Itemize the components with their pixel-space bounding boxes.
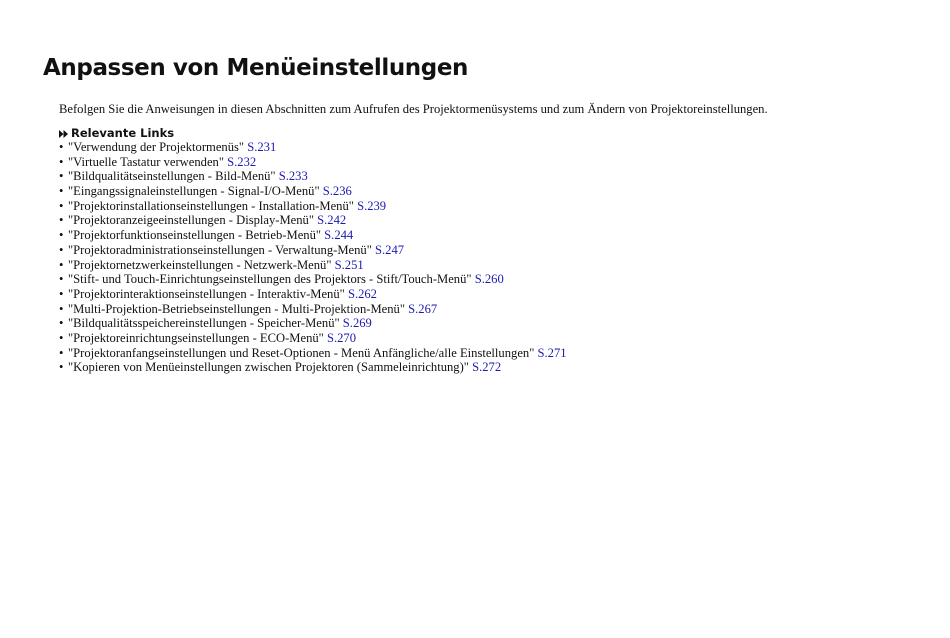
list-item [59, 184, 567, 199]
link-title: "Projektorfunktionseinstellungen - Betrieb-Menü" [68, 228, 322, 243]
page-reference-link[interactable]: S.262 [347, 286, 377, 301]
related-links-header [59, 126, 174, 140]
list-item [59, 140, 567, 155]
list-item [59, 346, 567, 361]
double-chevron-right-icon [59, 128, 69, 138]
list-item [59, 199, 567, 214]
bullet-icon: • [59, 330, 64, 345]
bullet-icon: • [59, 316, 64, 331]
link-title: "Eingangssignaleinstellungen - Signal-I/O-Menü" [68, 184, 320, 199]
bullet-icon: • [59, 228, 64, 243]
link-title: "Projektorinstallationseinstellungen - Installation-Menü" [68, 198, 354, 213]
link-title: "Multi-Projektion-Betriebseinstellungen - Multi-Projektion-Menü" [68, 301, 405, 316]
list-item [59, 243, 567, 258]
bullet-icon: • [59, 345, 64, 360]
list-item [59, 228, 567, 243]
bullet-icon: • [59, 360, 64, 375]
page-reference-link[interactable]: S.247 [375, 242, 405, 257]
list-item [59, 272, 567, 287]
page-reference-link[interactable]: S.236 [322, 184, 352, 199]
related-links-label: Relevante Links [71, 126, 175, 140]
page-reference-link[interactable]: S.242 [317, 213, 347, 228]
link-title: "Projektoranfangseinstellungen und Reset-Optionen - Menü Anfängliche/alle Einstellungen" [68, 345, 535, 360]
page-reference-link[interactable]: S.231 [247, 140, 277, 154]
bullet-icon: • [59, 242, 64, 257]
intro-paragraph: Befolgen Sie die Anweisungen in diesen Abschnitten zum Aufrufen des Projektormenüsystems und zum Ändern von Projektoreinstellungen. [59, 102, 768, 116]
list-item [59, 360, 567, 375]
link-title: "Projektornetzwerkeinstellungen - Netzwerk-Menü" [68, 257, 332, 272]
list-item [59, 287, 567, 302]
bullet-icon: • [59, 169, 64, 184]
list-item [59, 155, 567, 170]
link-title: "Stift- und Touch-Einrichtungseinstellungen des Projektors - Stift/Touch-Menü" [68, 272, 472, 287]
page-reference-link[interactable]: S.270 [326, 330, 357, 345]
bullet-icon: • [59, 301, 64, 316]
list-item [59, 258, 567, 273]
list-item [59, 169, 567, 184]
link-title: "Bildqualitätseinstellungen - Bild-Menü" [68, 169, 276, 184]
page-reference-link[interactable]: S.233 [278, 169, 308, 184]
page-reference-link[interactable]: S.239 [357, 198, 387, 213]
link-title: "Projektoradministrationseinstellungen - Verwaltung-Menü" [68, 242, 372, 257]
page-reference-link[interactable]: S.272 [472, 360, 502, 375]
page-reference-link[interactable]: S.251 [334, 257, 364, 272]
list-item [59, 213, 567, 228]
page-reference-link[interactable]: S.260 [474, 272, 504, 287]
list-item [59, 316, 567, 331]
link-title: "Virtuelle Tastatur verwenden" [68, 154, 224, 169]
page-reference-link[interactable]: S.267 [408, 301, 438, 316]
link-title: "Bildqualitätsspeichereinstellungen - Speicher-Menü" [68, 316, 340, 331]
list-item [59, 302, 567, 317]
page-title: Anpassen von Menüeinstellungen [43, 55, 469, 81]
bullet-icon: • [59, 184, 64, 199]
bullet-icon: • [59, 272, 64, 287]
bullet-icon: • [59, 198, 64, 213]
bullet-icon: • [59, 257, 64, 272]
page-reference-link[interactable]: S.269 [342, 316, 372, 331]
bullet-icon: • [59, 154, 64, 169]
page-reference-link[interactable]: S.271 [537, 345, 567, 360]
list-item [59, 331, 567, 346]
related-links-list [59, 140, 567, 375]
bullet-icon: • [59, 140, 64, 154]
page-reference-link[interactable]: S.244 [324, 228, 354, 243]
link-title: "Projektorinteraktionseinstellungen - Interaktiv-Menü" [68, 286, 345, 301]
link-title: "Kopieren von Menüeinstellungen zwischen Projektoren (Sammeleinrichtung)" [68, 360, 469, 375]
bullet-icon: • [59, 286, 64, 301]
page-reference-link[interactable]: S.232 [227, 154, 257, 169]
link-title: "Projektoranzeigeeinstellungen - Display-Menü" [68, 213, 314, 228]
link-title: "Verwendung der Projektormenüs" [68, 140, 245, 154]
link-title: "Projektoreinrichtungseinstellungen - ECO-Menü" [68, 330, 324, 345]
bullet-icon: • [59, 213, 64, 228]
